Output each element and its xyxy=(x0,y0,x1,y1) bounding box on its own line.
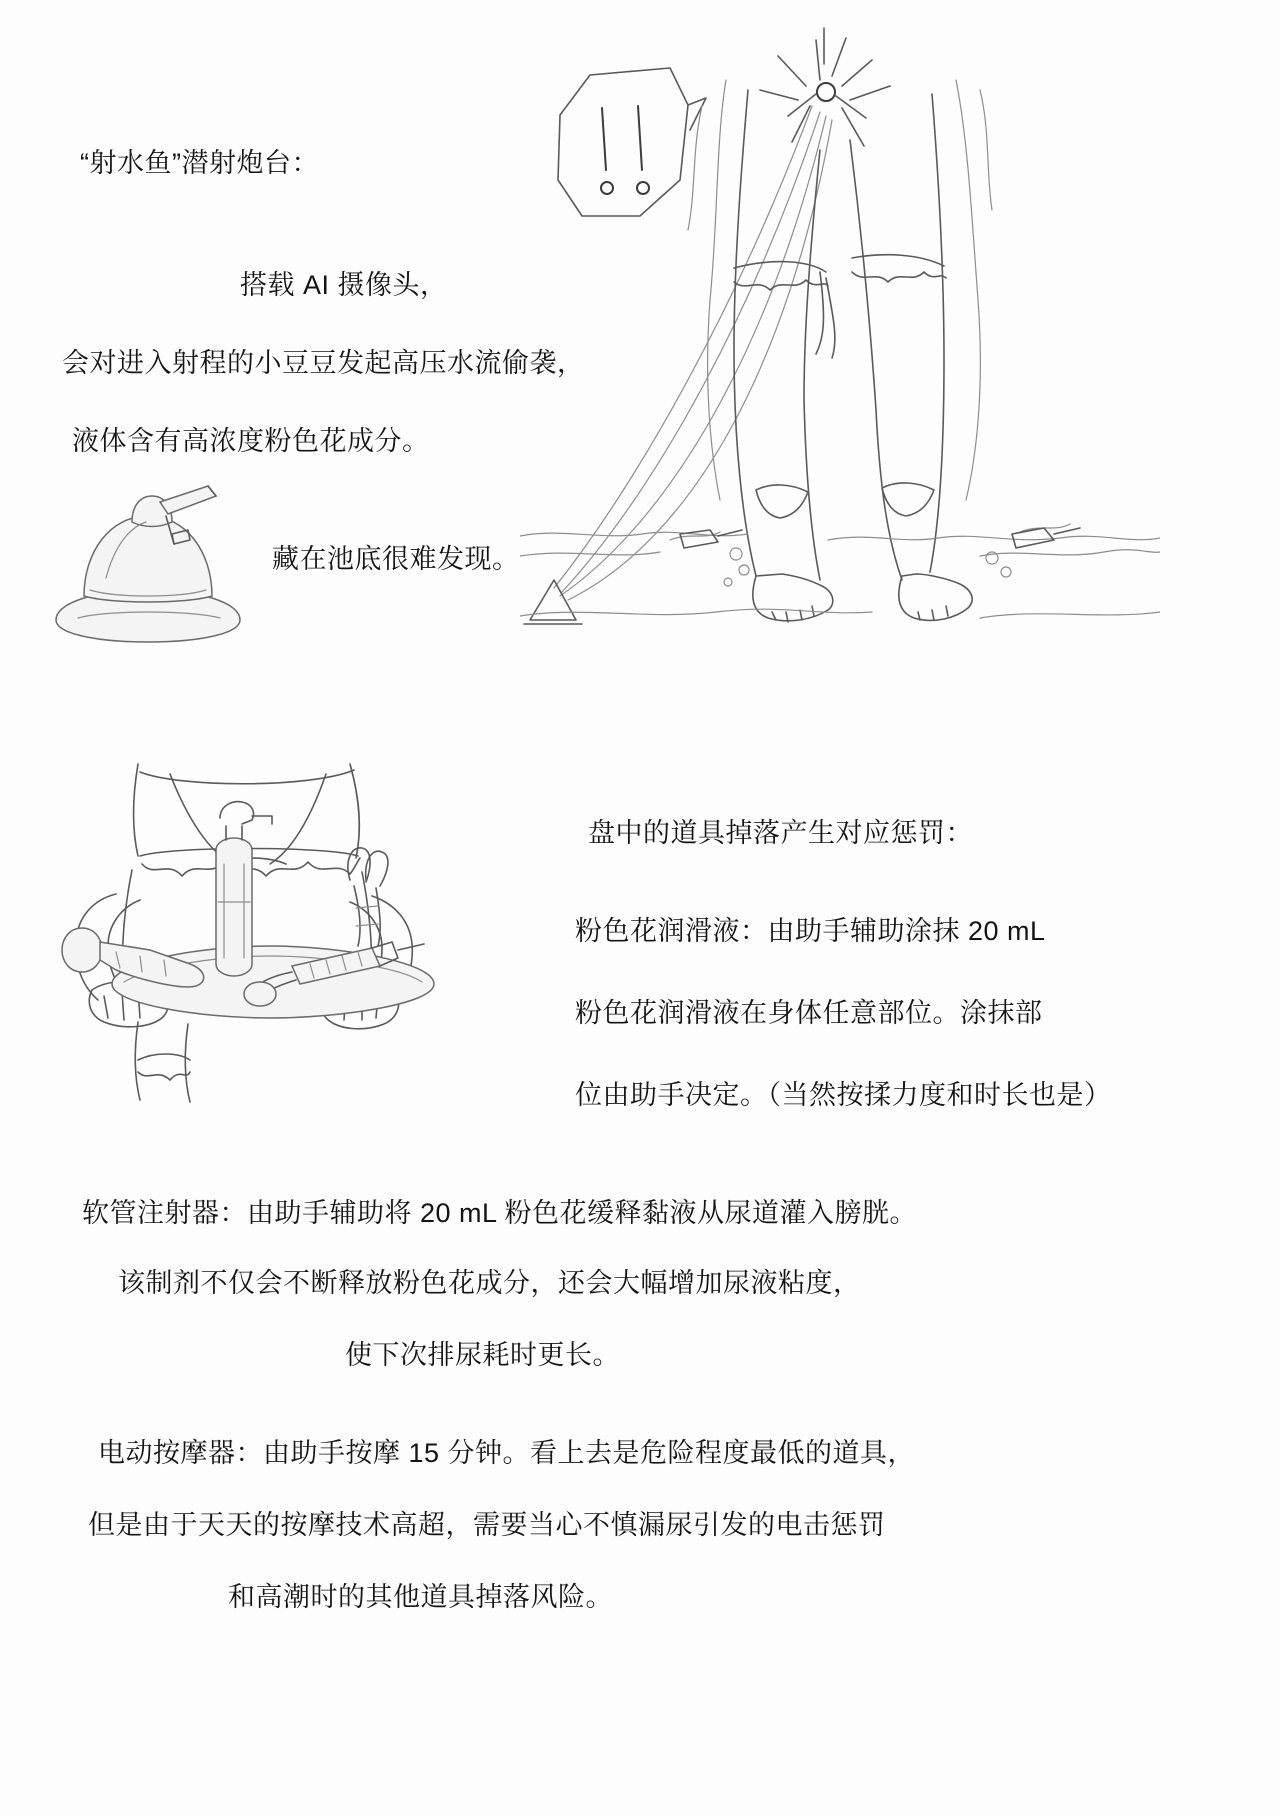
section1-line2: 会对进入射程的小豆豆发起高压水流偷袭， xyxy=(62,348,585,378)
section1-line3: 液体含有高浓度粉色花成分。 xyxy=(72,426,430,456)
section2-line1: 盘中的道具掉落产生对应惩罚： xyxy=(588,818,973,848)
section3-line1: 软管注射器：由助手辅助将 20 mL 粉色花缓释黏液从尿道灌入膀胱。 xyxy=(82,1198,918,1228)
illustration-tray-with-toys xyxy=(20,760,520,1120)
section2-line4: 位由助手决定。（当然按揉力度和时长也是） xyxy=(575,1080,1112,1110)
section2-line2: 粉色花润滑液：由助手辅助涂抹 20 mL xyxy=(575,916,1046,946)
section2-line3: 粉色花润滑液在身体任意部位。涂抹部 xyxy=(575,998,1043,1028)
illustration-legs-water-jet xyxy=(520,20,1160,680)
section3-line3: 使下次排尿耗时更长。 xyxy=(345,1340,620,1370)
section1-line4: 藏在池底很难发现。 xyxy=(272,544,520,574)
illustration-water-nozzle-turret xyxy=(40,470,260,650)
section4-line2: 但是由于天天的按摩技术高超，需要当心不慎漏尿引发的电击惩罚 xyxy=(88,1510,886,1540)
section1-line1: 搭载 AI 摄像头， xyxy=(240,270,448,300)
section3-line2: 该制剂不仅会不断释放粉色花成分，还会大幅增加尿液粘度， xyxy=(118,1268,861,1298)
section4-line3: 和高潮时的其他道具掉落风险。 xyxy=(228,1582,613,1612)
section4-line1: 电动按摩器：由助手按摩 15 分钟。看上去是危险程度最低的道具， xyxy=(98,1438,916,1468)
section1-title: “射水鱼”潜射炮台： xyxy=(80,148,319,178)
